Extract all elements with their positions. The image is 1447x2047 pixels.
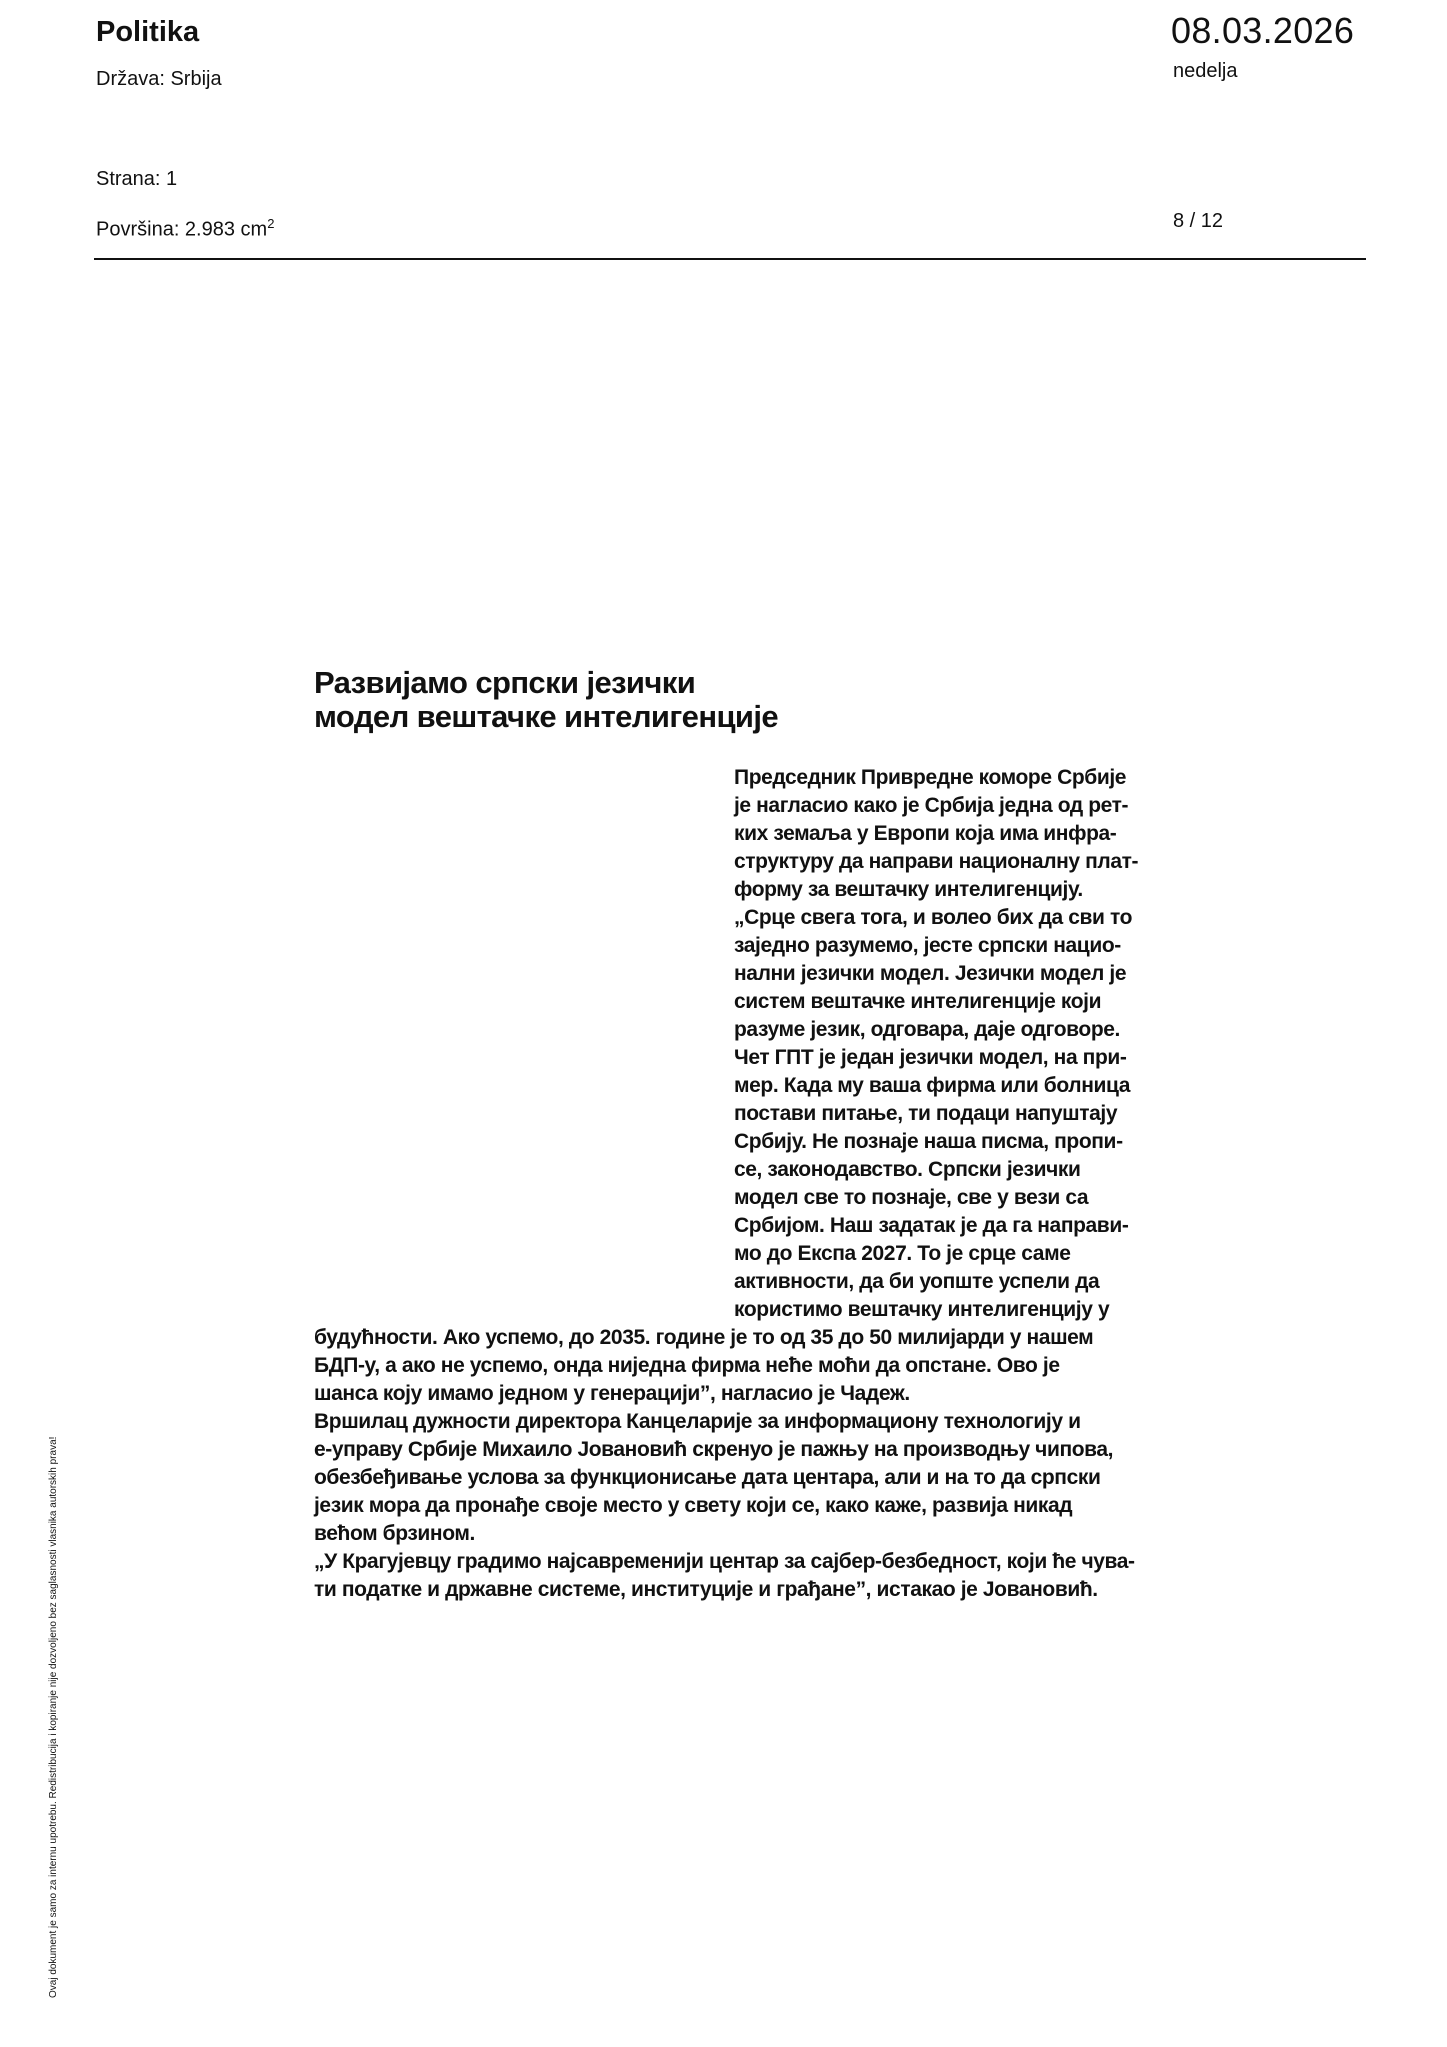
body-line: разуме језик, одговара, даје одговоре.: [734, 1018, 1120, 1041]
headline-line: Развијамо српски језички: [314, 665, 696, 700]
headline-line: модел вештачке интелигенције: [314, 699, 779, 734]
body-line: систем вештачке интелигенције који: [734, 990, 1102, 1013]
body-line: ти податке и државне системе, институције и грађане”, истакао је Јовановић.: [314, 1578, 1098, 1601]
copyright-disclaimer: Ovaj dokument je samo za internu upotrebu. Redistribucija i kopiranje nije dozvoljeno bez saglasnosti vlasnika autorskih prava!: [48, 1436, 59, 1998]
body-line: мо до Експа 2027. То је срце саме: [734, 1242, 1071, 1265]
article-headline: [314, 666, 778, 734]
body-line: Председник Привредне коморе Србије: [734, 766, 1127, 789]
body-line: е-управу Србије Михаило Јовановић скренуо је пажњу на производњу чипова,: [314, 1438, 1114, 1461]
body-line: се, законодавство. Српски језички: [734, 1158, 1081, 1181]
body-line: постави питање, ти подаци напуштају: [734, 1102, 1118, 1125]
area-value: Površina: 2.983 cm: [96, 218, 268, 241]
body-line: структуру да направи националну плат-: [734, 850, 1139, 873]
document-page-counter: 8 / 12: [1173, 210, 1224, 232]
weekday-label: nedelja: [1173, 60, 1238, 82]
area-label: [96, 216, 274, 242]
publication-date: 08.03.2026: [1171, 10, 1355, 51]
body-line: шанса коју имамо једном у генерацији”, нагласио је Чадеж.: [314, 1382, 910, 1405]
body-line: Србијом. Наш задатак је да га направи-: [734, 1214, 1129, 1237]
country-label: Država: Srbija: [96, 68, 222, 90]
body-line: модел све то познаје, све у вези са: [734, 1186, 1089, 1209]
body-line: ких земаља у Европи која има инфра-: [734, 822, 1117, 845]
body-line: користимо вештачку интелигенцију у: [734, 1298, 1110, 1321]
body-line: већом брзином.: [314, 1522, 475, 1545]
area-unit-exponent: 2: [267, 216, 275, 231]
body-line: обезбеђивање услова за функционисање дата центара, али и на то да српски: [314, 1466, 1101, 1489]
body-line: активности, да би уопште успели да: [734, 1270, 1100, 1293]
body-line: будућности. Ако успемо, до 2035. године је то од 35 до 50 милијарди у нашем: [314, 1326, 1094, 1349]
body-line: „У Крагујевцу градимо најсавременији центар за сајбер-безбедност, који ће чува-: [314, 1550, 1135, 1573]
body-line: мер. Када му ваша фирма или болница: [734, 1074, 1131, 1097]
body-line: Вршилац дужности директора Канцеларије за информациону технологију и: [314, 1410, 1081, 1433]
body-line: форму за вештачку интелигенцију.: [734, 878, 1083, 901]
body-line: БДП-у, а ако не успемо, онда ниједна фирма неће моћи да опстане. Ово је: [314, 1354, 1060, 1377]
body-line: Србију. Не познаје наша писма, пропи-: [734, 1130, 1123, 1153]
body-line: заједно разумемо, јесте српски нацио-: [734, 934, 1121, 957]
body-line: „Срце свега тога, и волео бих да сви то: [734, 906, 1132, 929]
body-line: Чет ГПТ је један језички модел, на при-: [734, 1046, 1127, 1069]
body-line: језик мора да пронађе своје место у свету који се, како каже, развија никад: [314, 1494, 1073, 1517]
page-number-label: Strana: 1: [96, 168, 178, 190]
body-line: нални језички модел. Језички модел је: [734, 962, 1127, 985]
header-divider: [94, 258, 1366, 260]
body-line: је нагласио како је Србија једна од рет-: [734, 794, 1129, 817]
publication-name: Politika: [96, 16, 200, 48]
